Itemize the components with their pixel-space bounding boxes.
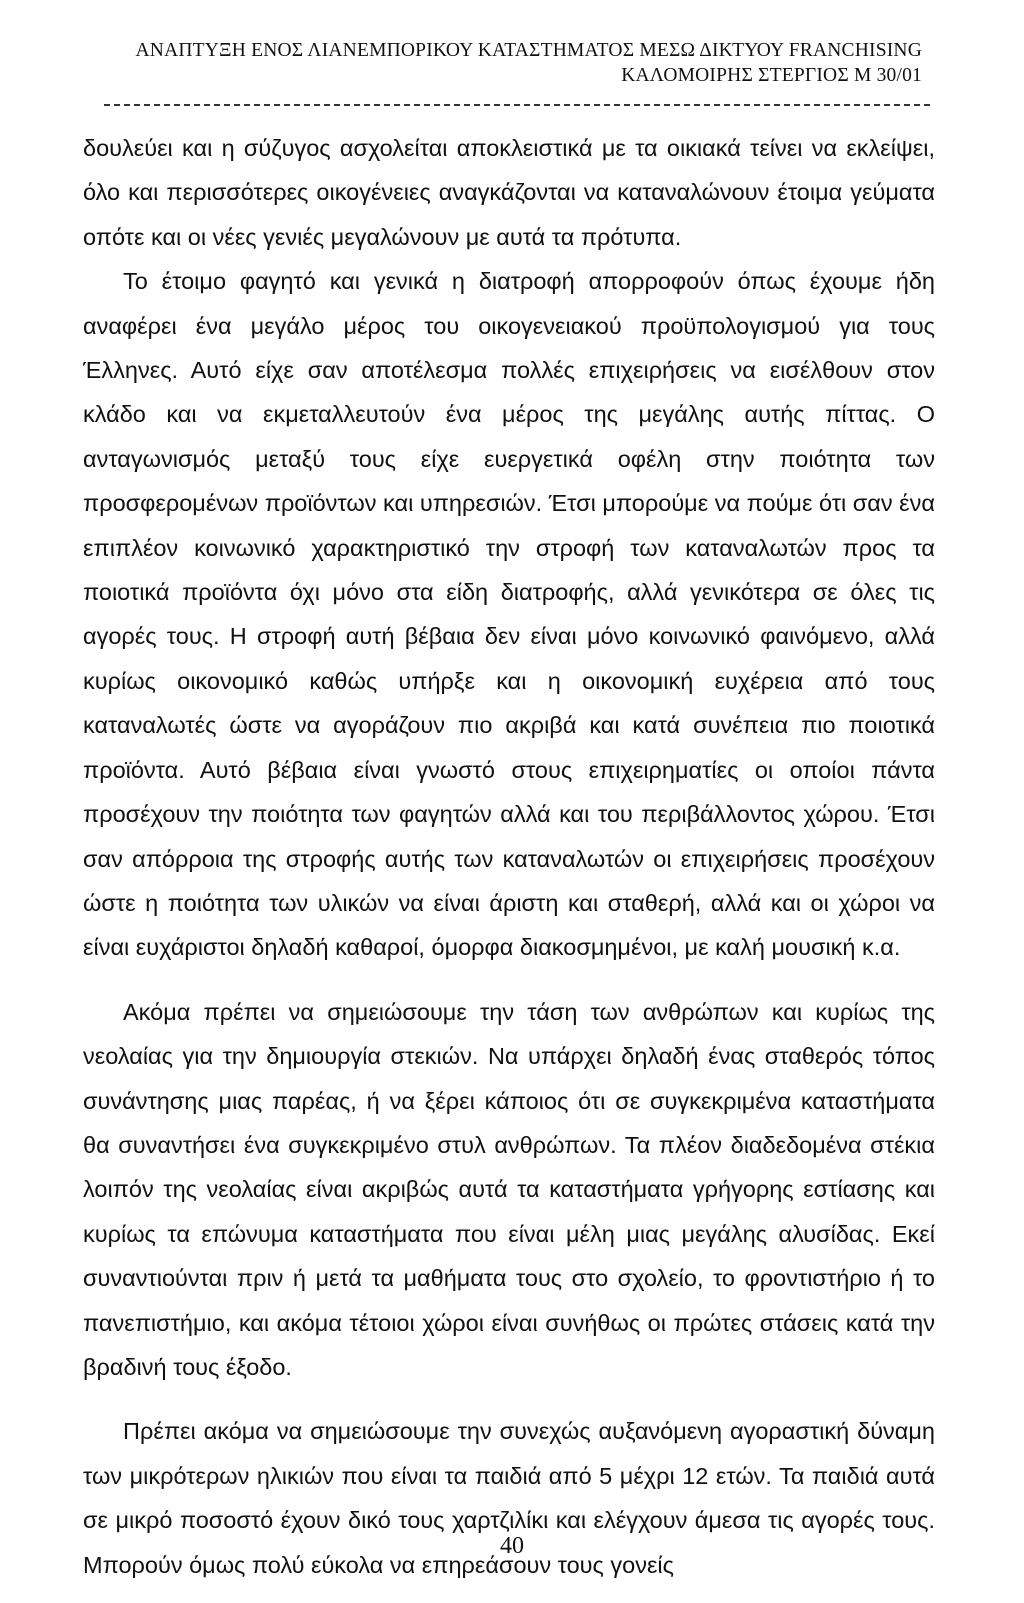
header-divider [104, 104, 930, 106]
header-title: ΑΝΑΠΤΥΞΗ ΕΝΟΣ ΛΙΑΝΕΜΠΟΡΙΚΟΥ ΚΑΤΑΣΤΗΜΑΤΟΣ ΜΕΣΩ ΔΙΚΤΥΟΥ FRANCHISING [135, 40, 922, 61]
page-body [83, 126, 935, 1587]
paragraph: Ακόμα πρέπει να σημειώσουμε την τάση των ανθρώπων και κυρίως της νεολαίας για την δημιουργία στεκιών. Να υπάρχει δηλαδή ένας σταθερός τόπος συνάντησης μιας παρέας, ή να ξέρει κάποιος ότι σε συγκεκριμένα καταστήματα θα συναντήσει ένα συγκεκριμένο στυλ ανθρώπων. Τα πλέον διαδεδομένα στέκια λοιπόν της νεολαίας είναι ακριβώς αυτά τα καταστήματα γρήγορης εστίασης και κυρίως τα επώνυμα καταστήματα που είναι μέλη μιας μεγάλης αλυσίδας. Εκεί συναντιούνται πριν ή μετά τα μαθήματα τους στο σχολείο, το φροντιστήριο ή το πανεπιστήμιο, και ακόμα τέτοιοι χώροι είναι συνήθως οι πρώτες στάσεις κατά την βραδινή τους έξοδο. [83, 998, 935, 1380]
header-author: ΚΑΛΟΜΟΙΡΗΣ ΣΤΕΡΓΙΟΣ Μ 30/01 [621, 65, 922, 86]
paragraph: Το έτοιμο φαγητό και γενικά η διατροφή απορροφούν όπως έχουμε ήδη αναφέρει ένα μεγάλο μέρος του οικογενειακού προϋπολογισμού για τους Έλληνες. Αυτό είχε σαν αποτέλεσμα πολλές επιχειρήσεις να εισέλθουν στον κλάδο και να εκμεταλλευτούν ένα μέρος της μεγάλης αυτής πίττας. Ο ανταγωνισμός μεταξύ τους είχε ευεργετικά οφέλη στην ποιότητα των προσφερομένων προϊόντων και υπηρεσιών. Έτσι μπορούμε να πούμε ότι σαν ένα επιπλέον κοινωνικό χαρακτηριστικό την στροφή των καταναλωτών προς τα ποιοτικά προϊόντα όχι μόνο στα είδη διατροφής, αλλά γενικότερα σε όλες τις αγορές τους. Η στροφή αυτή βέβαια δεν είναι μόνο κοινωνικό φαινόμενο, αλλά κυρίως οικονομικό καθώς υπήρξε και η οικονομική ευχέρεια από τους καταναλωτές ώστε να αγοράζουν πιο ακριβά και κατά συνέπεια πιο ποιοτικά προϊόντα. Αυτό βέβαια είναι γνωστό στους επιχειρηματίες οι οποίοι πάντα προσέχουν την ποιότητα των φαγητών αλλά και του περιβάλλοντος χώρου. Έτσι σαν απόρροια της στροφής αυτής των καταναλωτών οι επιχειρήσεις προσέχουν ώστε η ποιότητα των υλικών να είναι άριστη και σταθερή, αλλά και οι χώροι να είναι ευχάριστοι δηλαδή καθαροί, όμορφα διακοσμημένοι, με καλή μουσική κ.α. [83, 268, 935, 961]
running-header [136, 38, 922, 88]
page-number: 40 [500, 1533, 524, 1559]
paragraph-continued: δουλεύει και η σύζυγος ασχολείται αποκλειστικά με τα οικιακά τείνει να εκλείψει, όλο και περισσότερες οικογένειες αναγκάζονται να καταναλώνουν έτοιμα γεύματα οπότε και οι νέες γενιές μεγαλώνουν με αυτά τα πρότυπα. [83, 135, 935, 250]
paragraph: Πρέπει ακόμα να σημειώσουμε την συνεχώς αυξανόμενη αγοραστική δύναμη των μικρότερων ηλικιών που είναι τα παιδιά από 5 μέχρι 12 ετών. Τα παιδιά αυτά σε μικρό ποσοστό έχουν δικό τους χαρτζιλίκι και ελέγχουν άμεσα τις αγορές τους. Μπορούν όμως πολύ εύκολα να επηρεάσουν τους γονείς [83, 1418, 935, 1578]
